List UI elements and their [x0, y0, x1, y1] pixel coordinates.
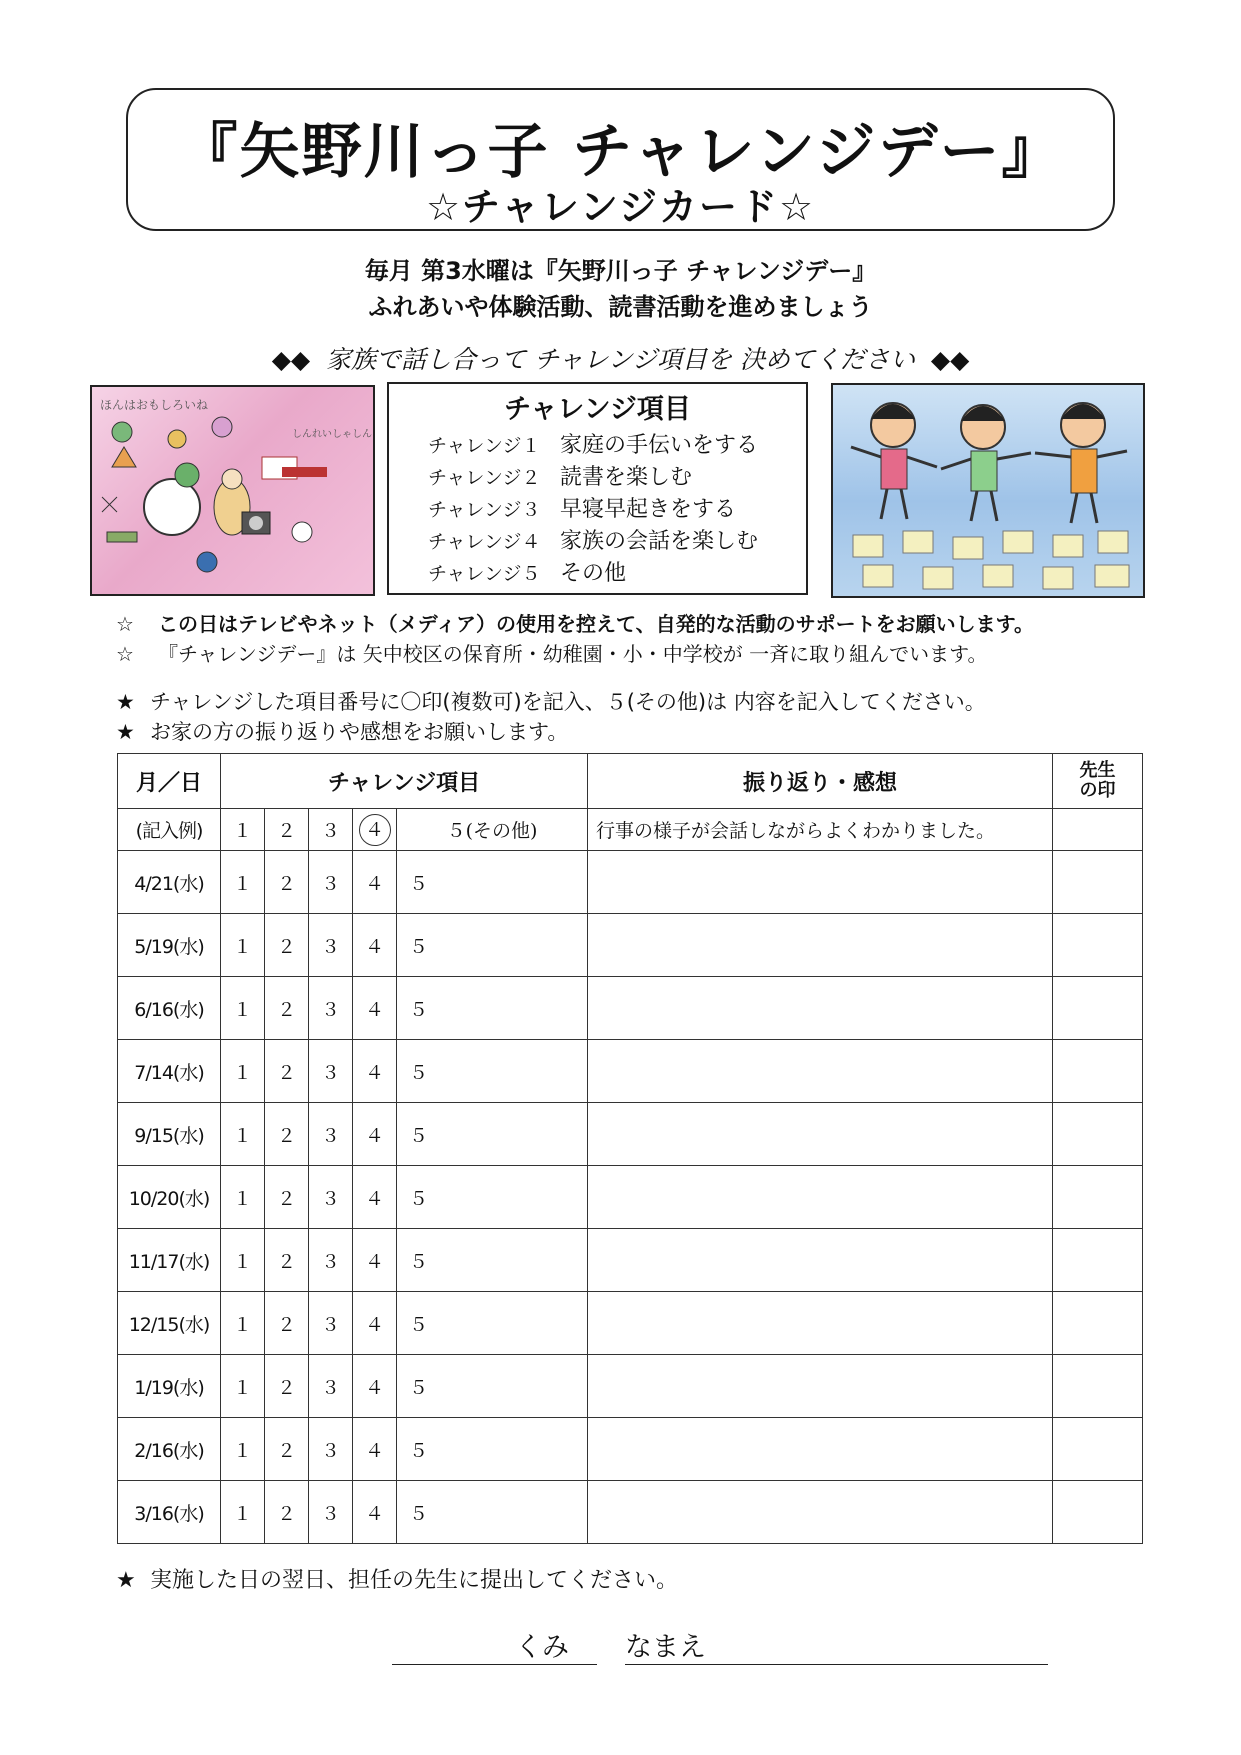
challenge-number-3[interactable]: ３ — [309, 851, 353, 914]
challenge-number-1[interactable]: １ — [221, 851, 265, 914]
name-label: なまえ — [625, 1632, 706, 1663]
teacher-seal-cell[interactable] — [1053, 1355, 1143, 1418]
submission-note-text: 実施した日の翌日、担任の先生に提出してください。 — [150, 1568, 679, 1593]
header-date: 月／日 — [118, 754, 221, 809]
challenge-number-3[interactable]: ３ — [309, 1292, 353, 1355]
challenge-number-5[interactable]: ５ — [397, 1229, 588, 1292]
reflection-cell[interactable] — [588, 1481, 1053, 1544]
drawing-illustration — [833, 385, 1143, 596]
drawing-caption-2: しんれいしゃしん — [292, 429, 372, 440]
challenge-number-2[interactable]: ２ — [265, 1229, 309, 1292]
reflection-cell[interactable] — [588, 1040, 1053, 1103]
note-schools — [116, 638, 988, 667]
challenge-number-4[interactable]: ４ — [353, 1103, 397, 1166]
row-date: 11/17(水) — [118, 1229, 221, 1292]
star-filled-icon: ★ — [116, 690, 135, 714]
challenge-item — [428, 492, 736, 523]
drawing-illustration — [92, 387, 373, 594]
challenge-number-2[interactable]: ２ — [265, 977, 309, 1040]
page-title: 『矢野川っ子 チャレンジデー』 — [177, 117, 1064, 187]
challenge-number-5[interactable]: ５ — [397, 1355, 588, 1418]
challenge-item — [428, 524, 758, 555]
name-write-line[interactable] — [625, 1664, 1048, 1665]
header-teacher-seal — [1053, 754, 1143, 809]
challenge-item-label: チャレンジ１ — [428, 435, 541, 457]
page-subtitle: ☆チャレンジカード☆ — [425, 185, 816, 229]
challenge-number-3[interactable]: ３ — [309, 1355, 353, 1418]
example-label: (記入例) — [118, 809, 221, 851]
challenge-number-4[interactable]: ４ — [353, 1355, 397, 1418]
seal-line-1: 先生 — [1079, 760, 1116, 781]
teacher-seal-cell[interactable] — [1053, 1418, 1143, 1481]
challenge-number-3[interactable]: ３ — [309, 1040, 353, 1103]
challenge-number-4[interactable]: ４ — [353, 1040, 397, 1103]
note-text: この日はテレビやネット（メディア）の使用を控えて、自発的な活動のサポートをお願いします。 — [158, 612, 1034, 636]
challenge-number-1[interactable]: １ — [221, 1292, 265, 1355]
example-number-2: ２ — [265, 809, 309, 851]
challenge-number-1[interactable]: １ — [221, 1229, 265, 1292]
challenge-number-4[interactable]: ４ — [353, 1292, 397, 1355]
challenge-item — [428, 428, 758, 459]
example-row — [118, 809, 1143, 851]
teacher-seal-cell[interactable] — [1053, 1040, 1143, 1103]
reflection-cell[interactable] — [588, 1292, 1053, 1355]
table-row — [118, 851, 1143, 914]
family-instruction-text: 家族で話し合って チャレンジ項目を 決めてください — [326, 345, 915, 374]
class-write-line[interactable] — [392, 1664, 597, 1665]
example-number-3: ３ — [309, 809, 353, 851]
challenge-number-2[interactable]: ２ — [265, 1103, 309, 1166]
challenge-item-text: その他 — [560, 561, 627, 586]
note-text: チャレンジした項目番号に〇印(複数可)を記入、５(その他)は 内容を記入してください。 — [150, 690, 986, 714]
challenge-item-label: チャレンジ２ — [428, 467, 541, 489]
reflection-cell[interactable] — [588, 1103, 1053, 1166]
reflection-cell[interactable] — [588, 851, 1053, 914]
challenge-number-3[interactable]: ３ — [309, 1166, 353, 1229]
challenge-number-1[interactable]: １ — [221, 1166, 265, 1229]
challenge-number-2[interactable]: ２ — [265, 1166, 309, 1229]
challenge-number-4[interactable]: ４ — [353, 977, 397, 1040]
challenge-number-3[interactable]: ３ — [309, 1103, 353, 1166]
challenge-items-title: チャレンジ項目 — [504, 394, 691, 425]
example-number-4-cell — [353, 809, 397, 851]
row-date: 4/21(水) — [118, 851, 221, 914]
reflection-cell[interactable] — [588, 914, 1053, 977]
header-reflection: 振り返り・感想 — [588, 754, 1053, 809]
intro-line-1: 毎月 第3水曜は『矢野川っ子 チャレンジデー』 — [364, 257, 877, 285]
note-text: お家の方の振り返りや感想をお願いします。 — [150, 720, 569, 744]
challenge-number-1[interactable]: １ — [221, 1355, 265, 1418]
reflection-cell[interactable] — [588, 977, 1053, 1040]
intro-line-2: ふれあいや体験活動、読書活動を進めましょう — [368, 293, 873, 321]
challenge-number-5[interactable]: ５ — [397, 1040, 588, 1103]
challenge-item-text: 読書を楽しむ — [560, 465, 693, 490]
row-date: 6/16(水) — [118, 977, 221, 1040]
example-seal-cell — [1053, 809, 1143, 851]
star-outline-icon: ☆ — [116, 612, 134, 636]
challenge-number-2[interactable]: ２ — [265, 1355, 309, 1418]
challenge-number-4[interactable]: ４ — [353, 1481, 397, 1544]
star-filled-icon: ★ — [116, 1568, 136, 1593]
challenge-number-4[interactable]: ４ — [353, 914, 397, 977]
challenge-number-5[interactable]: ５ — [397, 1166, 588, 1229]
family-instruction — [0, 340, 1241, 376]
row-date: 9/15(水) — [118, 1103, 221, 1166]
challenge-number-2[interactable]: ２ — [265, 851, 309, 914]
teacher-seal-cell[interactable] — [1053, 1481, 1143, 1544]
challenge-number-1[interactable]: １ — [221, 1103, 265, 1166]
table-header-row — [118, 754, 1143, 809]
challenge-number-5[interactable]: ５ — [397, 1292, 588, 1355]
teacher-seal-cell[interactable] — [1053, 1166, 1143, 1229]
table-row — [118, 1229, 1143, 1292]
table-row — [118, 914, 1143, 977]
challenge-number-2[interactable]: ２ — [265, 1292, 309, 1355]
teacher-seal-cell[interactable] — [1053, 1103, 1143, 1166]
star-outline-icon: ☆ — [116, 642, 134, 666]
row-date: 5/19(水) — [118, 914, 221, 977]
teacher-seal-cell[interactable] — [1053, 851, 1143, 914]
challenge-number-2[interactable]: ２ — [265, 1418, 309, 1481]
challenge-number-4[interactable]: ４ — [353, 1166, 397, 1229]
challenge-number-2[interactable]: ２ — [265, 914, 309, 977]
challenge-number-1[interactable]: １ — [221, 977, 265, 1040]
childrens-drawing-family — [831, 383, 1145, 598]
note-instructions — [116, 686, 986, 716]
challenge-number-3[interactable]: ３ — [309, 977, 353, 1040]
challenge-number-1[interactable]: １ — [221, 1481, 265, 1544]
childrens-drawing-reading — [90, 385, 375, 596]
teacher-seal-cell[interactable] — [1053, 977, 1143, 1040]
table-row — [118, 977, 1143, 1040]
challenge-number-4[interactable]: ４ — [353, 851, 397, 914]
challenge-number-5[interactable]: ５ — [397, 1418, 588, 1481]
challenge-item-label: チャレンジ５ — [428, 563, 541, 585]
challenge-item-text: 早寝早起きをする — [560, 497, 737, 522]
challenge-number-1[interactable]: １ — [221, 914, 265, 977]
row-date: 1/19(水) — [118, 1355, 221, 1418]
challenge-item-text: 家庭の手伝いをする — [560, 433, 759, 458]
challenge-number-1[interactable]: １ — [221, 1040, 265, 1103]
table-row — [118, 1040, 1143, 1103]
challenge-item-text: 家族の会話を楽しむ — [560, 529, 759, 554]
challenge-number-2[interactable]: ２ — [265, 1481, 309, 1544]
reflection-cell[interactable] — [588, 1418, 1053, 1481]
challenge-number-5[interactable]: ５ — [397, 914, 588, 977]
table-row — [118, 1481, 1143, 1544]
diamond-icon-right: ◆◆ — [930, 345, 970, 374]
table-row — [118, 1292, 1143, 1355]
challenge-item-label: チャレンジ４ — [428, 531, 541, 553]
challenge-number-4[interactable]: ４ — [353, 1418, 397, 1481]
reflection-cell[interactable] — [588, 1229, 1053, 1292]
example-number-1: １ — [221, 809, 265, 851]
challenge-number-3[interactable]: ３ — [309, 1229, 353, 1292]
seal-line-2: の印 — [1079, 780, 1116, 801]
teacher-seal-cell[interactable] — [1053, 1292, 1143, 1355]
drawing-caption: ほんはおもしろいね — [100, 398, 209, 412]
challenge-number-5[interactable]: ５ — [397, 851, 588, 914]
note-reflection — [116, 716, 568, 746]
teacher-seal-cell[interactable] — [1053, 914, 1143, 977]
reflection-cell[interactable] — [588, 1166, 1053, 1229]
row-date: 10/20(水) — [118, 1166, 221, 1229]
challenge-number-3[interactable]: ３ — [309, 1418, 353, 1481]
challenge-item — [428, 556, 626, 587]
star-filled-icon: ★ — [116, 720, 135, 744]
diamond-icon-left: ◆◆ — [271, 345, 311, 374]
challenge-number-5[interactable]: ５ — [397, 977, 588, 1040]
example-number-4-circled: ４ — [359, 814, 391, 846]
reflection-cell[interactable] — [588, 1355, 1053, 1418]
table-row — [118, 1166, 1143, 1229]
example-reflection: 行事の様子が会話しながらよくわかりました。 — [588, 809, 1053, 851]
row-date: 3/16(水) — [118, 1481, 221, 1544]
example-number-5: ５(その他) — [397, 809, 588, 851]
teacher-seal-cell[interactable] — [1053, 1229, 1143, 1292]
note-media — [116, 608, 1034, 637]
challenge-item-label: チャレンジ３ — [428, 499, 541, 521]
challenge-number-3[interactable]: ３ — [309, 914, 353, 977]
class-label: くみ — [515, 1632, 569, 1663]
row-date: 7/14(水) — [118, 1040, 221, 1103]
challenge-number-1[interactable]: １ — [221, 1418, 265, 1481]
header-challenge-items: チャレンジ項目 — [221, 754, 588, 809]
challenge-number-3[interactable]: ３ — [309, 1481, 353, 1544]
challenge-number-5[interactable]: ５ — [397, 1481, 588, 1544]
challenge-item — [428, 460, 692, 491]
table-row — [118, 1355, 1143, 1418]
challenge-number-2[interactable]: ２ — [265, 1040, 309, 1103]
submission-note — [116, 1563, 678, 1594]
note-text: 『チャレンジデー』は 矢中校区の保育所・幼稚園・小・中学校が 一斉に取り組んでいます。 — [158, 642, 988, 666]
row-date: 12/15(水) — [118, 1292, 221, 1355]
challenge-record-table — [117, 753, 1143, 1544]
table-row — [118, 1103, 1143, 1166]
row-date: 2/16(水) — [118, 1418, 221, 1481]
challenge-number-4[interactable]: ４ — [353, 1229, 397, 1292]
table-row — [118, 1418, 1143, 1481]
challenge-number-5[interactable]: ５ — [397, 1103, 588, 1166]
